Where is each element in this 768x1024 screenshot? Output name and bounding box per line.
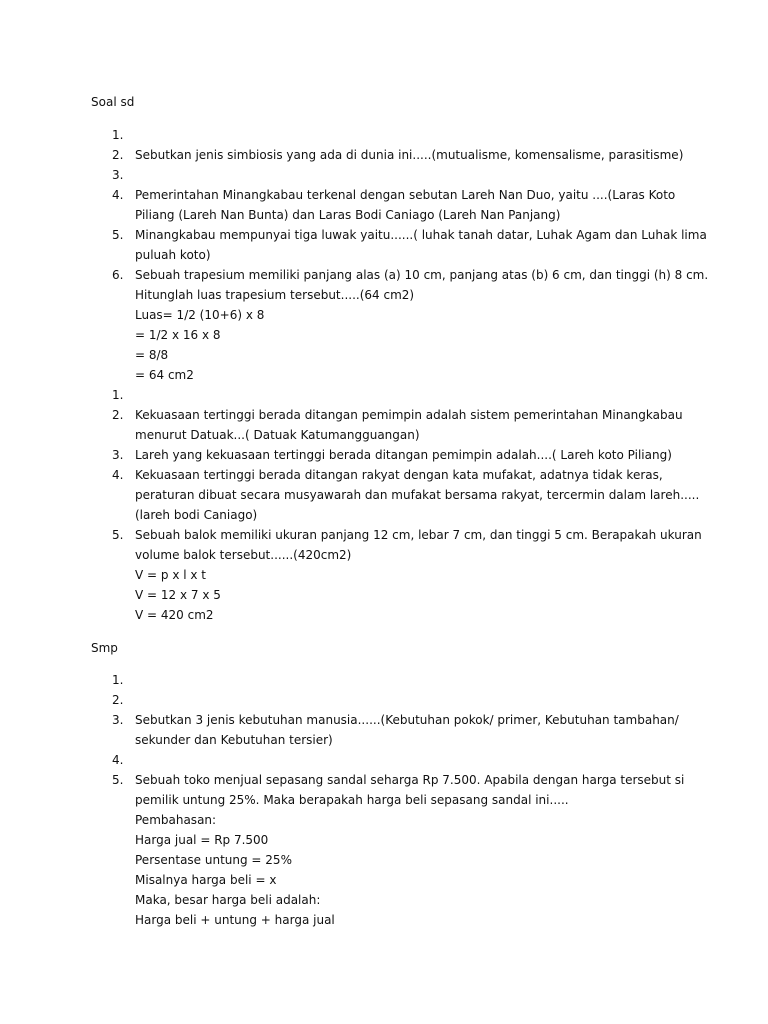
list-number: 3. (112, 448, 124, 462)
list-number: 4. (112, 753, 124, 767)
list-item-text: Pemerintahan Minangkabau terkenal dengan sebutan Lareh Nan Duo, yaitu ....(Laras Koto (135, 188, 676, 202)
formula-line: = 1/2 x 16 x 8 (135, 328, 221, 342)
list-number: 2. (112, 148, 124, 162)
list-item-text: menurut Datuak...( Datuak Katumangguangan) (135, 428, 420, 442)
list-item-text: Sebuah toko menjual sepasang sandal seharga Rp 7.500. Apabila dengan harga tersebut si (135, 773, 685, 787)
list-number: 1. (112, 673, 124, 687)
list-item-text: Hitunglah luas trapesium tersebut.....(64 cm2) (135, 288, 415, 302)
formula-line: Misalnya harga beli = x (135, 873, 277, 887)
list-number: 2. (112, 408, 124, 422)
list-item-text: Kekuasaan tertinggi berada ditangan pemimpin adalah sistem pemerintahan Minangkabau (135, 408, 683, 422)
list-item-text: sekunder dan Kebutuhan tersier) (135, 733, 333, 747)
formula-line: V = 420 cm2 (135, 608, 214, 622)
list-item-text: pemilik untung 25%. Maka berapakah harga beli sepasang sandal ini..... (135, 793, 569, 807)
list-item-text: Sebuah balok memiliki ukuran panjang 12 cm, lebar 7 cm, dan tinggi 5 cm. Berapakah ukuran (135, 528, 702, 542)
formula-line: = 64 cm2 (135, 368, 194, 382)
formula-line: Harga jual = Rp 7.500 (135, 833, 269, 847)
list-number: 3. (112, 168, 124, 182)
list-number: 3. (112, 713, 124, 727)
formula-line: Pembahasan: (135, 813, 217, 827)
list-item-text: Minangkabau mempunyai tiga luwak yaitu......( luhak tanah datar, Luhak Agam dan Luhak lima (135, 228, 707, 242)
formula-line: V = p x l x t (135, 568, 207, 582)
list-number: 5. (112, 228, 124, 242)
list-number: 6. (112, 268, 124, 282)
list-number: 1. (112, 388, 124, 402)
formula-line: Maka, besar harga beli adalah: (135, 893, 321, 907)
section-heading-sd: Soal sd (91, 95, 135, 109)
list-number: 5. (112, 773, 124, 787)
list-item-text: puluah koto) (135, 248, 211, 262)
list-item-text: volume balok tersebut......(420cm2) (135, 548, 352, 562)
list-number: 1. (112, 128, 124, 142)
list-item-text: Sebutkan jenis simbiosis yang ada di dunia ini.....(mutualisme, komensalisme, parasitisme) (135, 148, 684, 162)
list-item-text: Kekuasaan tertinggi berada ditangan rakyat dengan kata mufakat, adatnya tidak keras, (135, 468, 663, 482)
list-item-text: Sebuah trapesium memiliki panjang alas (a) 10 cm, panjang atas (b) 6 cm, dan tinggi (h) 8 cm. (135, 268, 709, 282)
formula-line: Harga beli + untung + harga jual (135, 913, 335, 927)
list-number: 4. (112, 188, 124, 202)
list-item-text: peraturan dibuat secara musyawarah dan mufakat bersama rakyat, tercermin dalam lareh..... (135, 488, 700, 502)
formula-line: V = 12 x 7 x 5 (135, 588, 221, 602)
list-item-text: Sebutkan 3 jenis kebutuhan manusia......(Kebutuhan pokok/ primer, Kebutuhan tambahan/ (135, 713, 679, 727)
section-heading-smp: Smp (91, 641, 118, 655)
formula-line: Persentase untung = 25% (135, 853, 292, 867)
list-number: 4. (112, 468, 124, 482)
formula-line: = 8/8 (135, 348, 169, 362)
list-item-text: Piliang (Lareh Nan Bunta) dan Laras Bodi Caniago (Lareh Nan Panjang) (135, 208, 561, 222)
list-number: 2. (112, 693, 124, 707)
list-number: 5. (112, 528, 124, 542)
formula-line: Luas= 1/2 (10+6) x 8 (135, 308, 265, 322)
list-item-text: Lareh yang kekuasaan tertinggi berada ditangan pemimpin adalah....( Lareh koto Piliang) (135, 448, 672, 462)
list-item-text: (lareh bodi Caniago) (135, 508, 258, 522)
